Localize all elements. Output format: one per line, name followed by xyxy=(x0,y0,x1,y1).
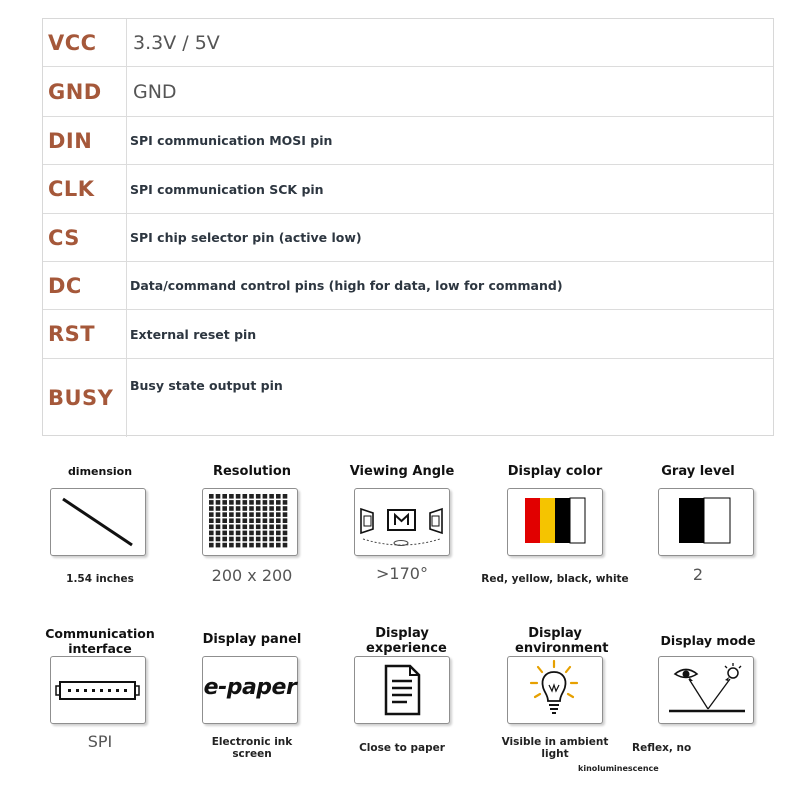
connector-icon xyxy=(50,656,146,724)
gray-bars-icon xyxy=(658,488,754,556)
display-mode-caption-continuation: kinoluminescence xyxy=(578,764,659,773)
pin-description: 3.3V / 5V xyxy=(133,31,220,54)
pin-description: External reset pin xyxy=(130,326,257,342)
color-swatch xyxy=(525,498,540,543)
pin-name: CS xyxy=(43,214,127,261)
viewing-angle-icon xyxy=(354,488,450,556)
feature-display-experience xyxy=(326,624,478,764)
feature-title: Display environment xyxy=(515,626,609,656)
pin-name: CLK xyxy=(43,165,127,213)
feature-title: dimension xyxy=(67,465,133,478)
feature-title: Display panel xyxy=(202,632,302,647)
feature-caption: SPI xyxy=(87,732,113,751)
e-paper-icon xyxy=(202,656,298,724)
pin-name: DC xyxy=(43,262,127,309)
color-bars-icon xyxy=(507,488,603,556)
pin-name: DIN xyxy=(43,117,127,164)
pin-name: VCC xyxy=(43,19,127,66)
feature-caption: 200 x 200 xyxy=(211,566,293,585)
pin-row-din xyxy=(43,117,773,165)
feature-title: Display experience xyxy=(366,626,447,656)
pin-row-gnd xyxy=(43,67,773,117)
pin-row-vcc xyxy=(43,19,773,67)
feature-caption: Reflex, no xyxy=(632,742,692,754)
feature-display-panel xyxy=(176,624,328,764)
feature-caption: 1.54 inches xyxy=(66,573,134,585)
feature-title: Display color xyxy=(507,464,603,479)
pin-row-busy xyxy=(43,359,773,437)
feature-viewing-angle xyxy=(326,458,478,588)
feature-caption: >170° xyxy=(376,564,428,583)
pin-row-dc xyxy=(43,262,773,310)
feature-gray-level xyxy=(622,458,774,588)
feature-caption: 2 xyxy=(692,565,704,584)
pin-name: BUSY xyxy=(43,359,127,437)
feature-title: Resolution xyxy=(212,464,292,479)
diagonal-line-icon xyxy=(50,488,146,556)
feature-caption: Close to paper xyxy=(359,742,445,754)
feature-title: Gray level xyxy=(661,464,735,479)
pin-row-clk xyxy=(43,165,773,214)
feature-display-environment xyxy=(479,624,631,764)
feature-resolution xyxy=(176,458,328,588)
feature-title: Display mode xyxy=(660,633,756,648)
feature-title: Viewing Angle xyxy=(349,464,455,479)
feature-caption: Electronic ink screen xyxy=(211,736,293,760)
feature-title: Communication interface xyxy=(45,626,155,656)
paper-document-icon xyxy=(354,656,450,724)
e-paper-icon-text: e-paper xyxy=(203,675,297,700)
pin-row-cs xyxy=(43,214,773,262)
feature-display-color xyxy=(479,458,631,588)
pin-description: SPI communication SCK pin xyxy=(130,181,324,197)
feature-communication-interface xyxy=(24,624,176,764)
eye-reflection-icon xyxy=(658,656,754,724)
feature-caption: Red, yellow, black, white xyxy=(481,573,629,585)
color-swatch xyxy=(570,498,585,543)
feature-display-mode xyxy=(632,624,784,764)
pin-description: SPI chip selector pin (active low) xyxy=(130,230,362,245)
pin-description: GND xyxy=(133,80,177,103)
light-bulb-icon xyxy=(507,656,603,724)
color-swatch xyxy=(555,498,570,543)
pin-table xyxy=(42,18,774,436)
feature-dimension xyxy=(24,458,176,588)
color-swatch xyxy=(540,498,555,543)
pin-name: RST xyxy=(43,310,127,358)
pin-description: SPI communication MOSI pin xyxy=(130,133,333,148)
pin-name: GND xyxy=(43,67,127,116)
feature-caption: Visible in ambient light xyxy=(501,736,609,760)
pin-row-rst xyxy=(43,310,773,359)
pin-description: Busy state output pin xyxy=(130,378,283,393)
pixel-grid-icon xyxy=(202,488,298,556)
pin-description: Data/command control pins (high for data, low for command) xyxy=(130,278,563,293)
